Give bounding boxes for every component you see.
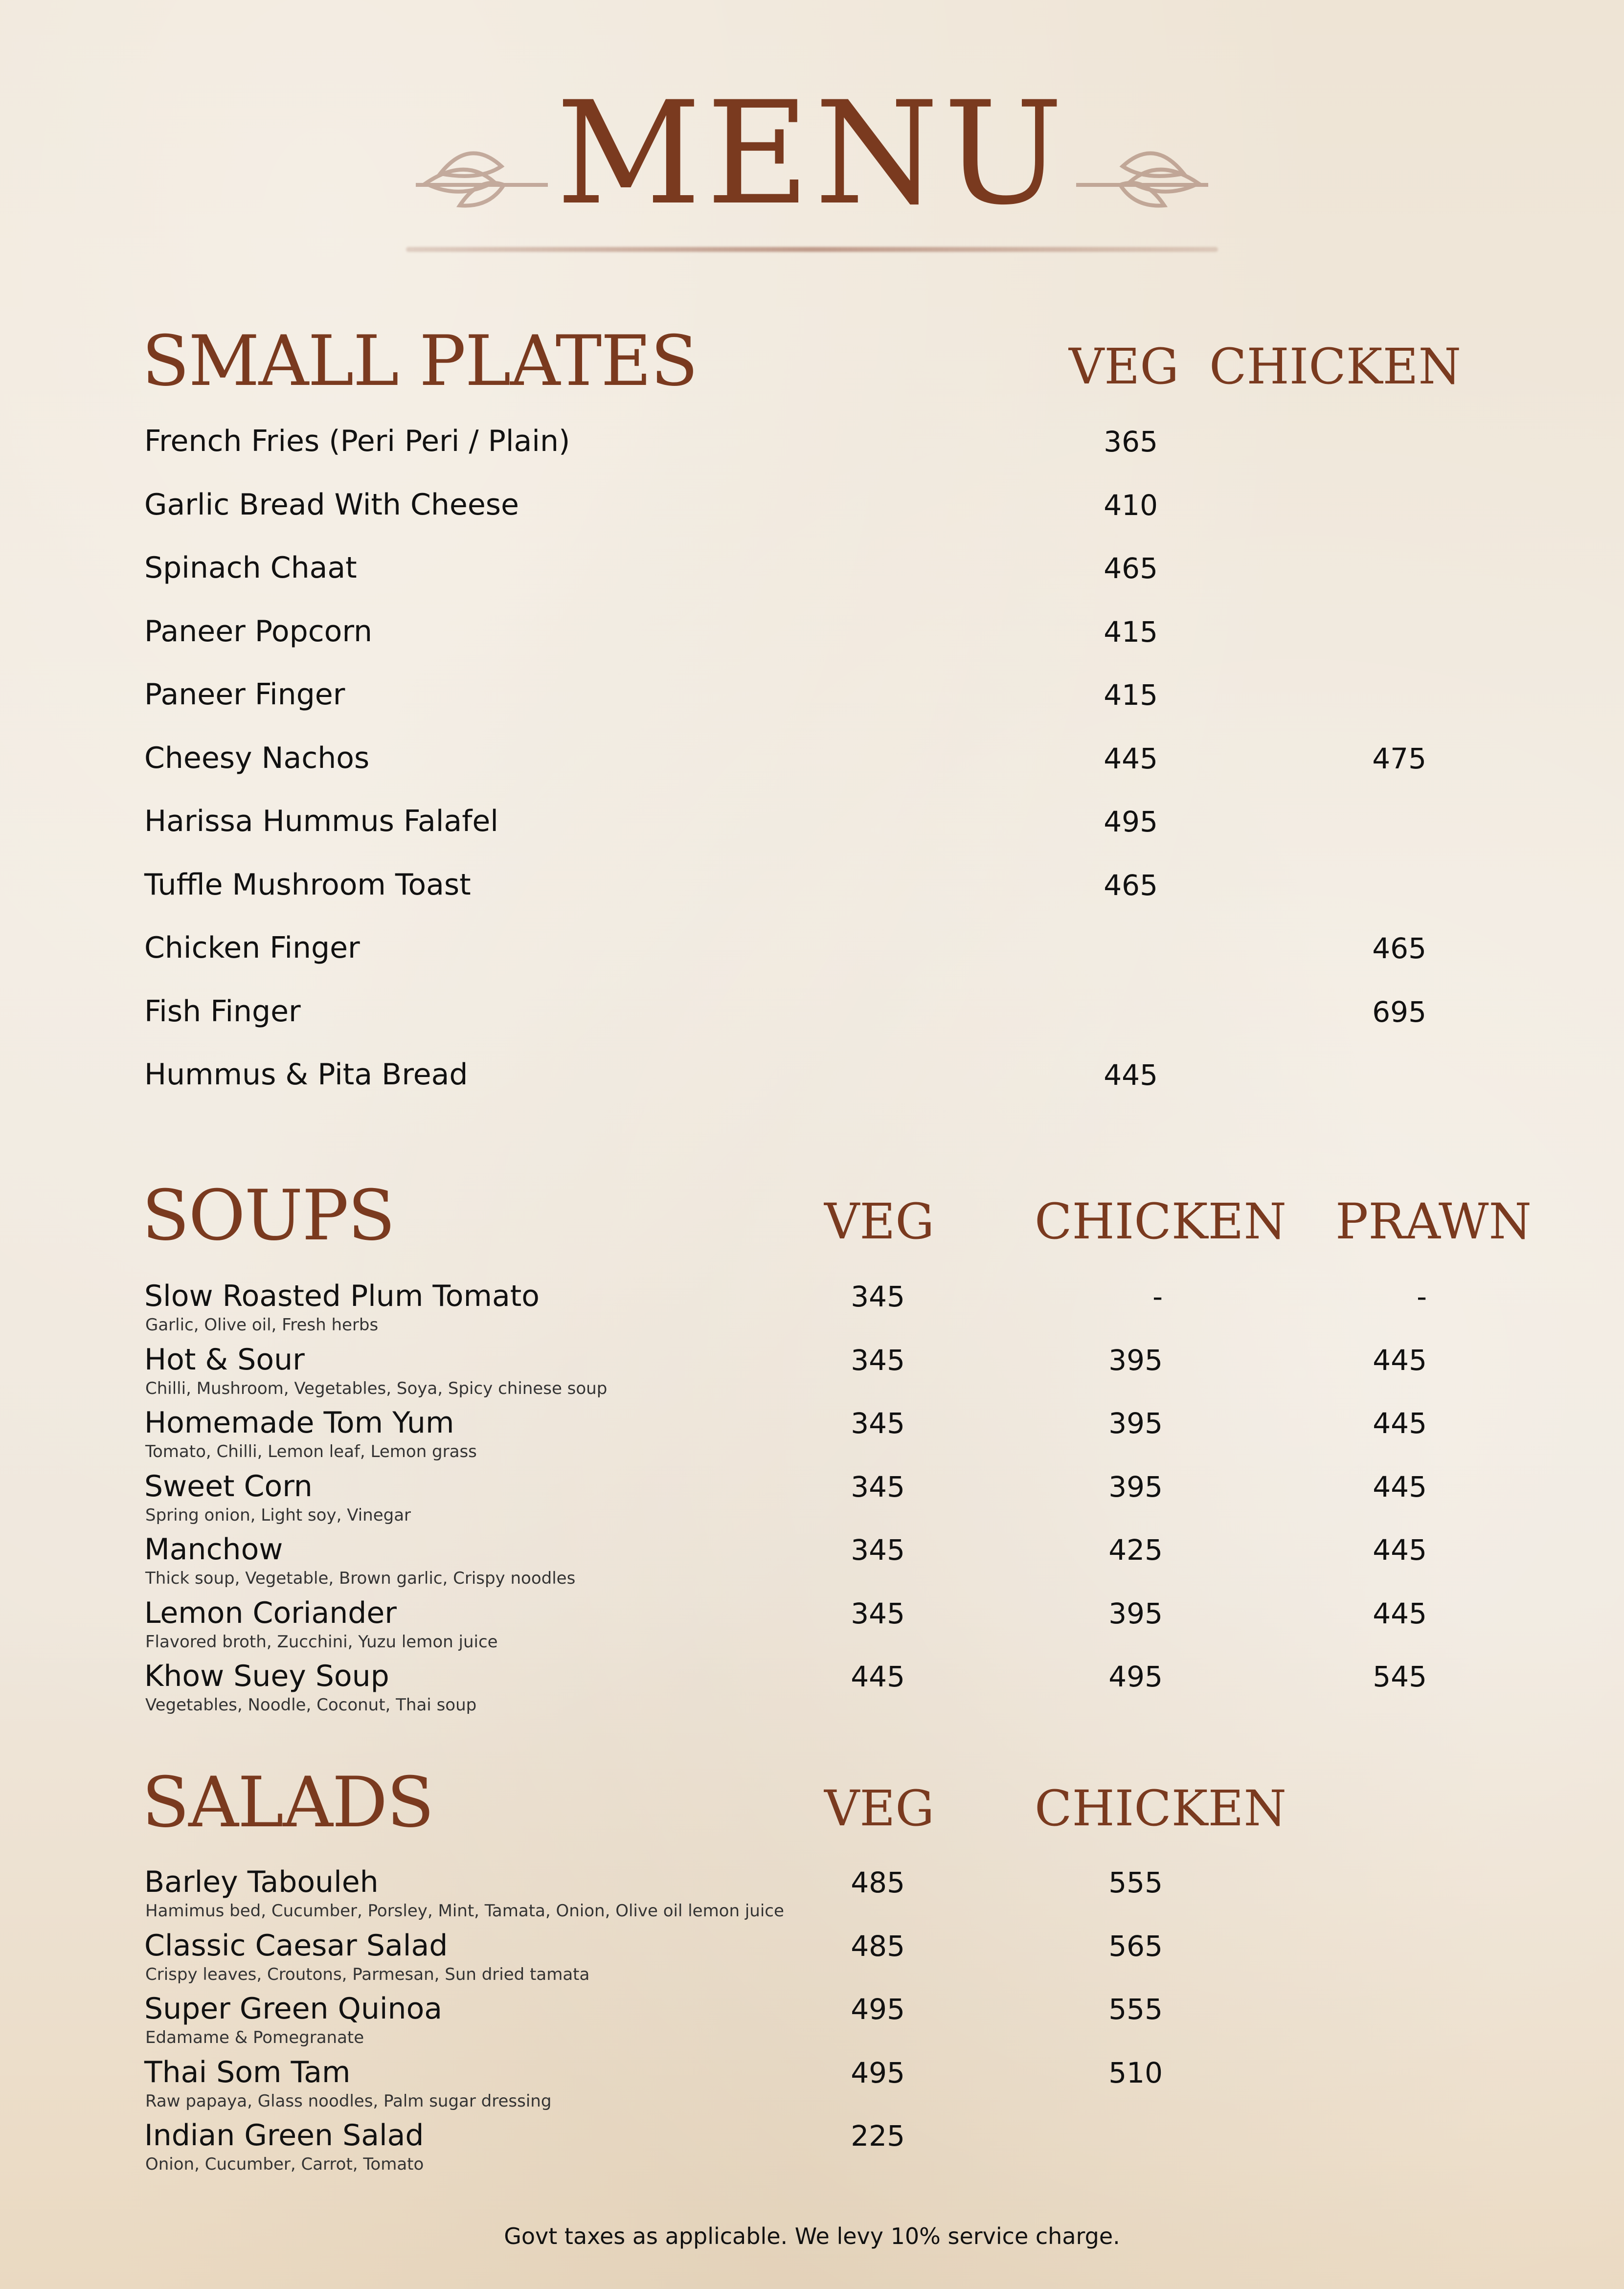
veg-price: 345: [851, 1533, 905, 1567]
soups-heading: SOUPS: [142, 1175, 395, 1256]
menu-item-name: Classic Caesar Salad: [144, 1928, 448, 1963]
menu-item-name: Chicken Finger: [144, 931, 360, 965]
veg-price: 465: [1104, 552, 1158, 585]
menu-item-name: Paneer Finger: [144, 677, 345, 712]
veg-price: 495: [851, 2056, 905, 2089]
menu-item-name: Garlic Bread With Cheese: [144, 487, 519, 522]
veg-price: 495: [851, 1993, 905, 2026]
prawn-price: 445: [1373, 1596, 1427, 1630]
chicken-price: 425: [1108, 1533, 1163, 1567]
small-plates-chicken-header: CHICKEN: [1209, 338, 1461, 395]
menu-item-name: Lemon Coriander: [144, 1595, 397, 1630]
prawn-price: 445: [1373, 1343, 1427, 1377]
salads-chicken-header: CHICKEN: [1035, 1780, 1286, 1837]
veg-price: 445: [1104, 741, 1158, 775]
menu-item-description: Raw papaya, Glass noodles, Palm sugar dressing: [145, 2091, 552, 2111]
veg-price: 415: [1104, 678, 1158, 712]
menu-item-name: Paneer Popcorn: [144, 614, 373, 649]
soups-prawn-header: PRAWN: [1335, 1193, 1532, 1250]
prawn-price: 445: [1373, 1533, 1427, 1567]
chicken-price: 565: [1108, 1929, 1163, 1963]
menu-item-name: Cheesy Nachos: [144, 741, 370, 775]
veg-price: 345: [851, 1407, 905, 1440]
prawn-price: -: [1417, 1280, 1427, 1313]
menu-item-name: Homemade Tom Yum: [144, 1406, 454, 1440]
veg-price: 465: [1104, 868, 1158, 902]
menu-item-name: Tuffle Mushroom Toast: [144, 867, 471, 902]
chicken-price: 510: [1108, 2056, 1163, 2089]
menu-item-description: Chilli, Mushroom, Vegetables, Soya, Spicy chinese soup: [145, 1378, 608, 1398]
salads-heading: SALADS: [142, 1762, 433, 1843]
menu-item-name: Khow Suey Soup: [144, 1659, 389, 1693]
menu-item-name: Sweet Corn: [144, 1469, 313, 1504]
veg-price: 345: [851, 1343, 905, 1377]
menu-title: MENU: [556, 71, 1068, 236]
chicken-price: 555: [1108, 1866, 1163, 1899]
menu-item-description: Hamimus bed, Cucumber, Porsley, Mint, Tamata, Onion, Olive oil lemon juice: [145, 1901, 784, 1921]
veg-price: 445: [851, 1660, 905, 1693]
menu-item-name: Indian Green Salad: [144, 2118, 424, 2153]
veg-price: 415: [1104, 615, 1158, 649]
menu-item-description: Spring onion, Light soy, Vinegar: [145, 1505, 411, 1525]
veg-price: 345: [851, 1280, 905, 1313]
menu-item-description: Crispy leaves, Croutons, Parmesan, Sun dried tamata: [145, 1964, 590, 1984]
veg-price: 345: [851, 1470, 905, 1504]
chicken-price: 475: [1372, 741, 1426, 775]
footer-note: Govt taxes as applicable. We levy 10% service charge.: [504, 2223, 1120, 2249]
veg-price: 445: [1104, 1058, 1158, 1092]
menu-item-name: Hummus & Pita Bread: [144, 1057, 468, 1092]
menu-item-description: Tomato, Chilli, Lemon leaf, Lemon grass: [145, 1442, 477, 1461]
prawn-price: 545: [1373, 1660, 1427, 1693]
menu-item-name: Thai Som Tam: [144, 2055, 351, 2089]
menu-item-name: Fish Finger: [144, 994, 301, 1029]
soups-chicken-header: CHICKEN: [1035, 1193, 1286, 1250]
menu-item-name: Super Green Quinoa: [144, 1992, 443, 2026]
menu-item-name: Slow Roasted Plum Tomato: [144, 1279, 540, 1313]
small-plates-heading: SMALL PLATES: [142, 321, 698, 402]
prawn-price: 445: [1373, 1470, 1427, 1504]
menu-item-description: Thick soup, Vegetable, Brown garlic, Crispy noodles: [145, 1569, 576, 1588]
chicken-price: 495: [1108, 1660, 1163, 1693]
menu-item-name: Harissa Hummus Falafel: [144, 804, 498, 838]
veg-price: 495: [1104, 805, 1158, 838]
menu-item-name: Barley Tabouleh: [144, 1865, 379, 1899]
chicken-price: 465: [1372, 932, 1426, 965]
menu-item-description: Onion, Cucumber, Carrot, Tomato: [145, 2154, 424, 2174]
veg-price: 365: [1104, 425, 1158, 458]
chicken-price: 695: [1372, 995, 1426, 1029]
veg-price: 410: [1104, 488, 1158, 522]
small-plates-veg-header: VEG: [1069, 338, 1179, 395]
leaf-sprig-icon: [406, 127, 553, 210]
chicken-price: 395: [1108, 1596, 1163, 1630]
menu-item-name: Spinach Chaat: [144, 551, 357, 585]
chicken-price: 555: [1108, 1993, 1163, 2026]
menu-item-description: Flavored broth, Zucchini, Yuzu lemon juice: [145, 1632, 498, 1652]
menu-item-description: Edamame & Pomegranate: [145, 2028, 364, 2047]
menu-item-description: Garlic, Olive oil, Fresh herbs: [145, 1315, 379, 1335]
chicken-price: 395: [1108, 1343, 1163, 1377]
salads-veg-header: VEG: [824, 1780, 935, 1837]
soups-veg-header: VEG: [824, 1193, 935, 1250]
veg-price: 345: [851, 1596, 905, 1630]
title-underline: [406, 247, 1218, 252]
veg-price: 225: [851, 2119, 905, 2153]
menu-item-name: French Fries (Peri Peri / Plain): [144, 424, 570, 458]
menu-item-name: Manchow: [144, 1532, 283, 1567]
leaf-sprig-icon: [1071, 127, 1218, 210]
chicken-price: 395: [1108, 1470, 1163, 1504]
menu-item-name: Hot & Sour: [144, 1342, 305, 1377]
chicken-price: -: [1152, 1280, 1163, 1313]
chicken-price: 395: [1108, 1407, 1163, 1440]
menu-item-description: Vegetables, Noodle, Coconut, Thai soup: [145, 1695, 477, 1715]
veg-price: 485: [851, 1929, 905, 1963]
veg-price: 485: [851, 1866, 905, 1899]
prawn-price: 445: [1373, 1407, 1427, 1440]
